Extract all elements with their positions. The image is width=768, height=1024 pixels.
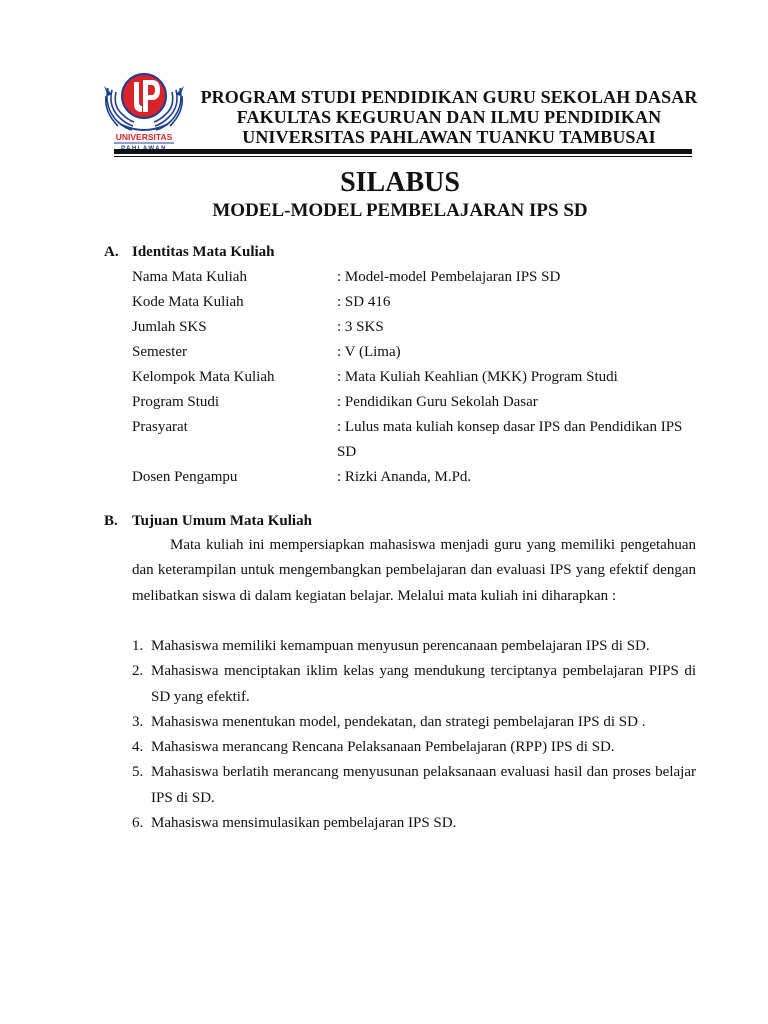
document-subtitle: MODEL-MODEL PEMBELAJARAN IPS SD — [212, 200, 588, 221]
identity-row — [132, 290, 698, 315]
institution-header — [196, 87, 702, 147]
document-title: SILABUS — [340, 167, 460, 198]
list-item-text: Mahasiswa menciptakan iklim kelas yang mendukung terciptanya pembelajaran PIPS di SD yang efektif. — [151, 663, 696, 705]
identity-value: : SD 416 — [337, 294, 391, 310]
list-item-text: Mahasiswa mensimulasikan pembelajaran IPS SD. — [151, 815, 457, 832]
list-item-number: 1. — [132, 638, 144, 654]
logo-name-text: UNIVERSITAS — [115, 132, 173, 142]
section-a-heading: Identitas Mata Kuliah — [132, 244, 275, 260]
identity-value: : Mata Kuliah Keahlian (MKK) Program Studi — [337, 369, 618, 385]
list-item-text: Mahasiswa merancang Rencana Pelaksanaan Pembelajaran (RPP) IPS di SD. — [151, 739, 615, 756]
list-item-number: 6. — [132, 815, 144, 832]
course-identity-table — [132, 265, 698, 490]
section-b-heading: Tujuan Umum Mata Kuliah — [132, 513, 312, 529]
list-item — [132, 710, 696, 735]
header-divider-thick — [114, 149, 692, 154]
identity-label: Dosen Pengampu — [132, 469, 238, 485]
identity-row — [132, 315, 698, 340]
identity-row — [132, 365, 698, 390]
identity-row — [132, 390, 698, 415]
identity-row — [132, 265, 698, 290]
list-item-number: 5. — [132, 764, 144, 781]
identity-value: : Pendidikan Guru Sekolah Dasar — [337, 394, 538, 410]
list-item-number: 2. — [132, 663, 144, 680]
identity-value: : V (Lima) — [337, 344, 401, 360]
list-item — [132, 811, 696, 836]
identity-row — [132, 340, 698, 365]
identity-value: : Model-model Pembelajaran IPS SD — [337, 269, 561, 285]
identity-label: Nama Mata Kuliah — [132, 269, 247, 285]
identity-label: Prasyarat — [132, 419, 188, 435]
identity-label: Jumlah SKS — [132, 319, 207, 335]
list-item — [132, 760, 696, 811]
identity-value: : Lulus mata kuliah konsep dasar IPS dan Pendidikan IPS SD — [337, 419, 683, 460]
header-line-university: UNIVERSITAS PAHLAWAN TUANKU TAMBUSAI — [242, 127, 656, 147]
objectives-list — [132, 634, 696, 836]
section-a-letter: A. — [104, 244, 119, 260]
identity-value: : Rizki Ananda, M.Pd. — [337, 469, 472, 485]
header-line-faculty: FAKULTAS KEGURUAN DAN ILMU PENDIDIKAN — [236, 107, 662, 127]
list-item-number: 3. — [132, 713, 144, 730]
list-item — [132, 634, 696, 659]
header-divider-thin — [114, 156, 692, 157]
identity-label: Program Studi — [132, 394, 220, 410]
identity-row — [132, 415, 698, 465]
header-line-program: PROGRAM STUDI PENDIDIKAN GURU SEKOLAH DASAR — [200, 87, 698, 107]
section-b-letter: B. — [104, 513, 118, 529]
university-emblem-icon — [102, 66, 186, 152]
list-item-number: 4. — [132, 739, 144, 756]
list-item — [132, 735, 696, 760]
identity-label: Kelompok Mata Kuliah — [132, 369, 275, 385]
identity-label: Kode Mata Kuliah — [132, 294, 244, 310]
list-item-text: Mahasiswa berlatih merancang menyusunan pelaksanaan evaluasi hasil dan proses belajar IPS di SD. — [151, 764, 696, 806]
list-item — [132, 659, 696, 710]
general-objective-paragraph: Mata kuliah ini mempersiapkan mahasiswa menjadi guru yang memiliki pengetahuan dan keterampilan untuk mengembangkan pembelajaran dan evaluasi IPS yang efektif dengan melibatkan siswa di dalam kegiatan belajar. Melalui mata kuliah ini diharapkan : — [132, 537, 696, 604]
identity-row — [132, 465, 698, 490]
identity-label: Semester — [132, 344, 187, 360]
identity-value: : 3 SKS — [337, 319, 384, 335]
list-item-text: Mahasiswa memiliki kemampuan menyusun perencanaan pembelajaran IPS di SD. — [151, 638, 650, 654]
list-item-text: Mahasiswa menentukan model, pendekatan, dan strategi pembelajaran IPS di SD . — [151, 713, 646, 730]
